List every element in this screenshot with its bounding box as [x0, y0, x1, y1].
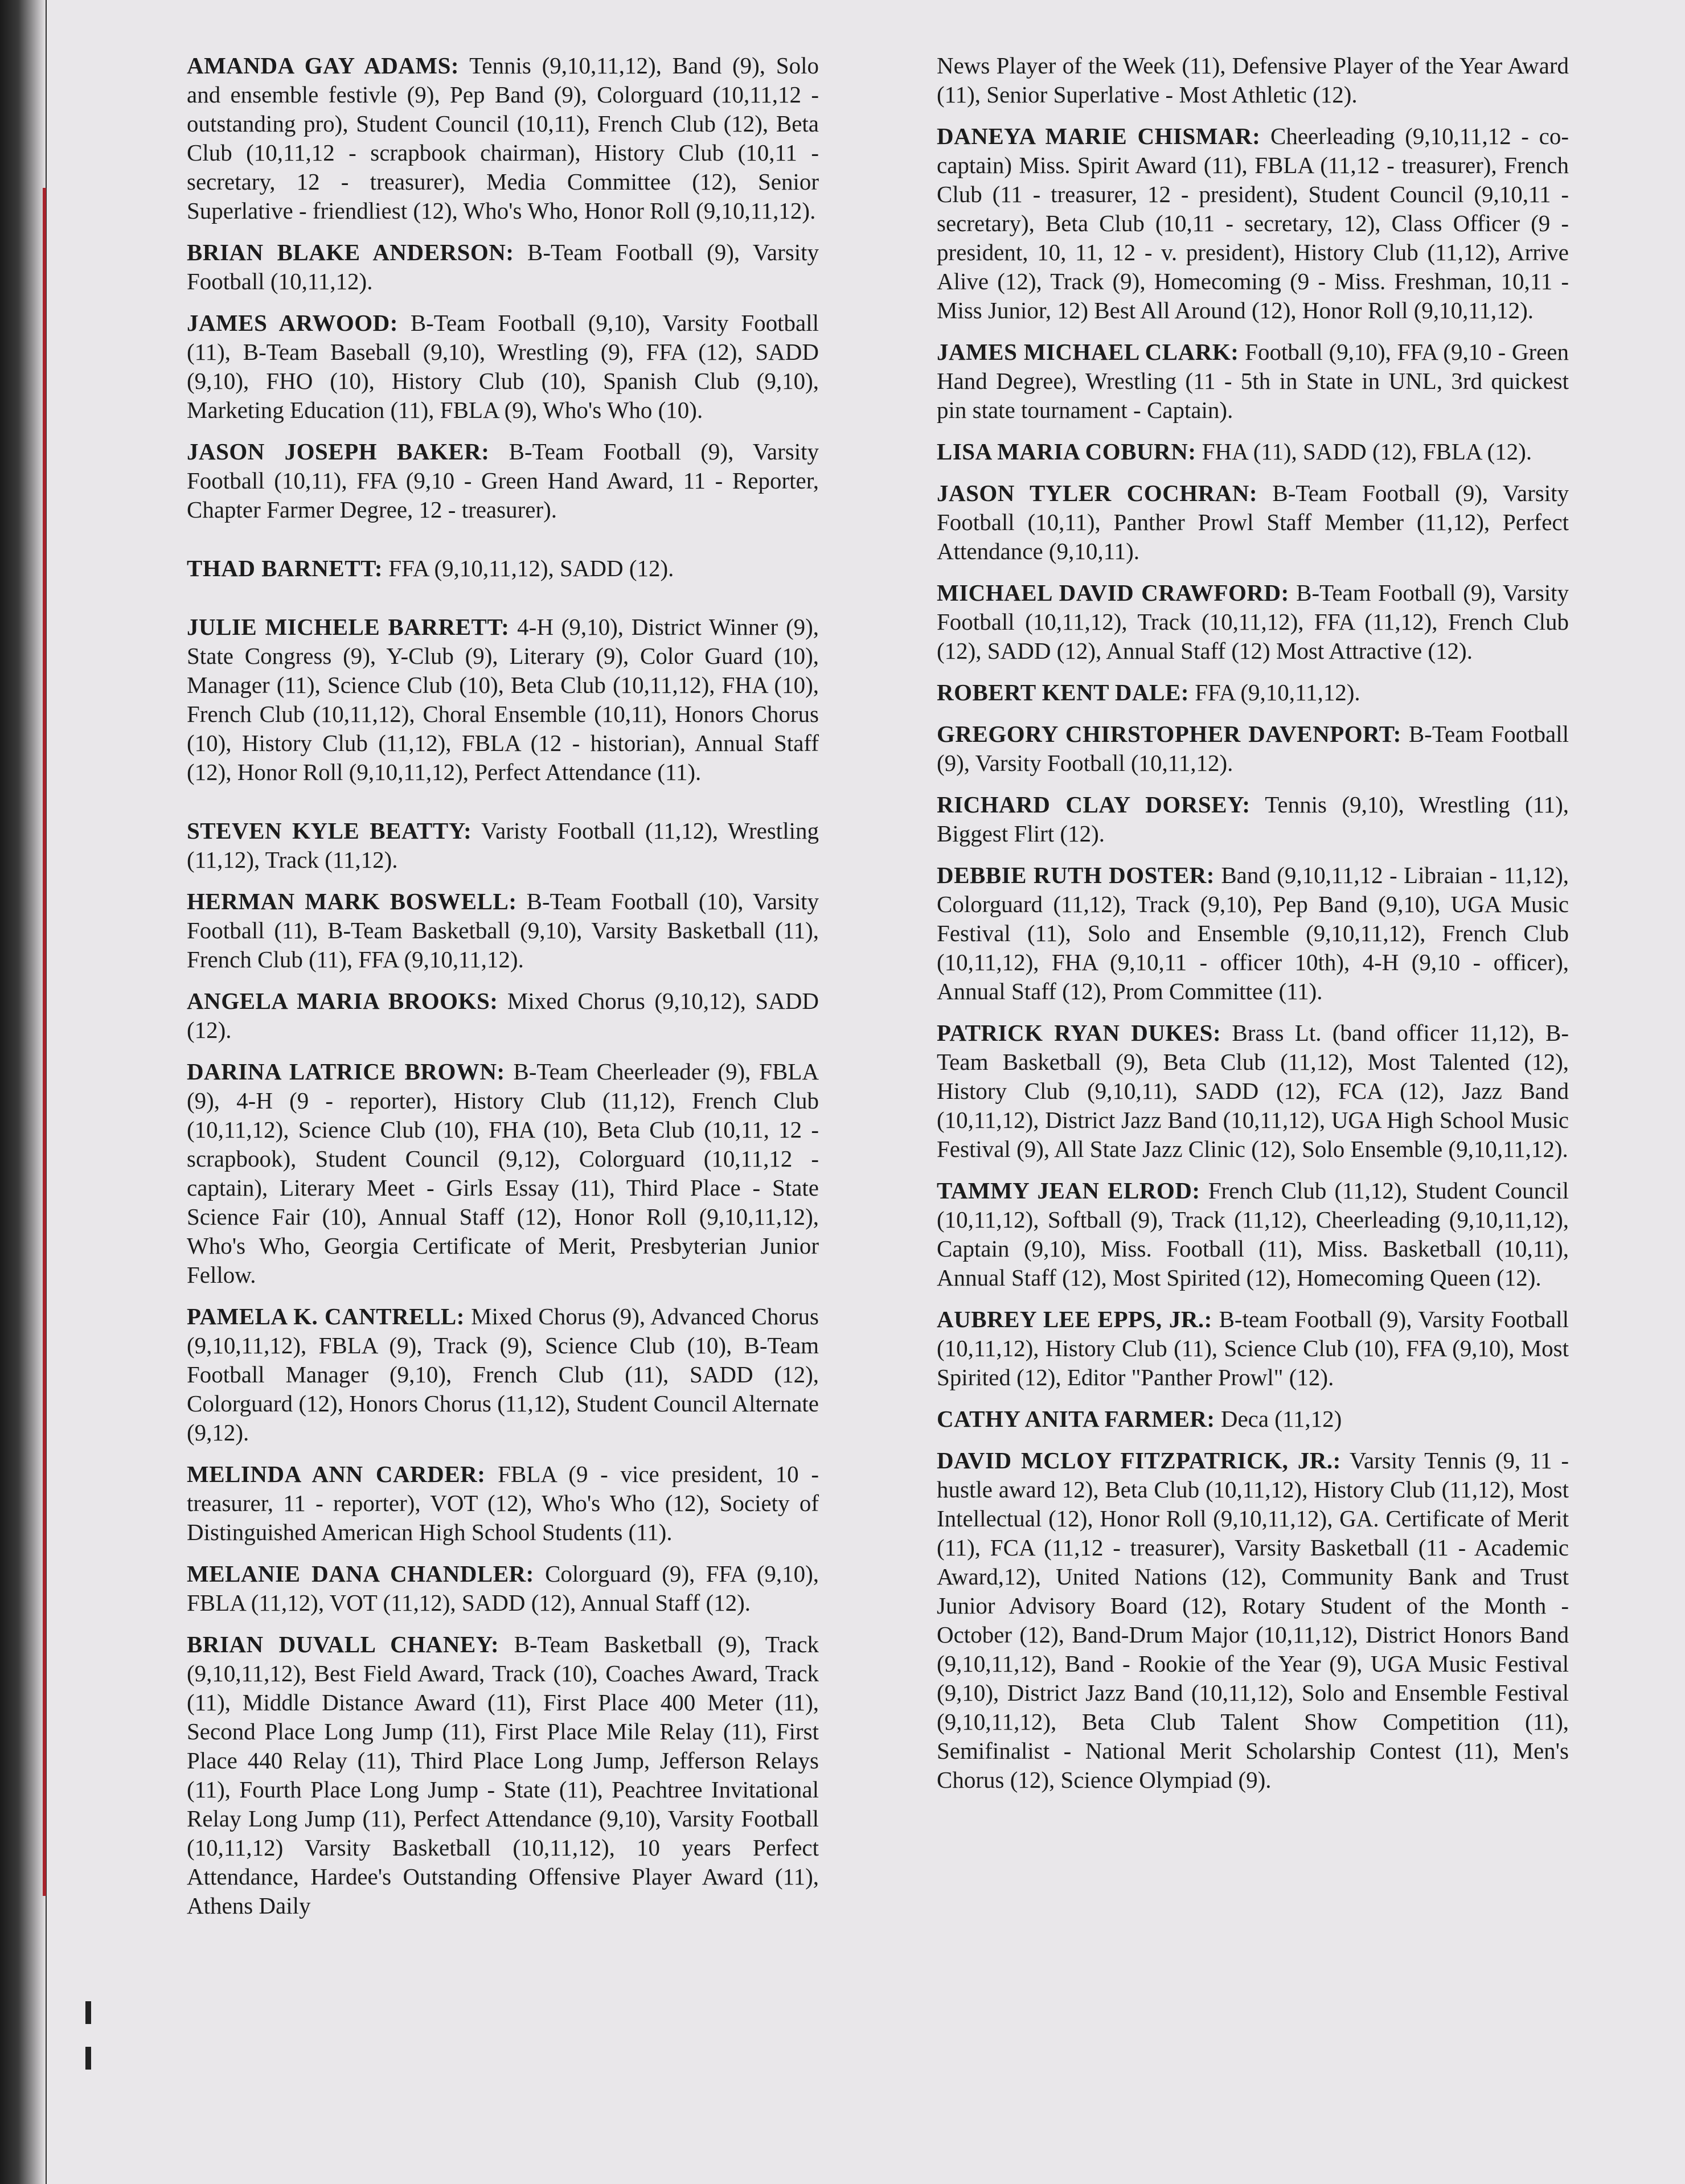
senior-entry [937, 479, 1569, 566]
margin-mark [85, 2001, 91, 2024]
senior-entry [187, 309, 819, 425]
senior-entry [187, 816, 819, 875]
senior-entry [937, 437, 1569, 466]
student-name: JASON TYLER COCHRAN: [937, 480, 1258, 506]
senior-entry [187, 437, 819, 524]
student-name: LISA MARIA COBURN: [937, 438, 1196, 465]
student-name: STEVEN KYLE BEATTY: [187, 818, 472, 844]
student-activities: Deca (11,12) [1220, 1406, 1342, 1432]
student-activities: Colorguard (9), FFA (9,10), FBLA (11,12), VOT (11,12), SADD (12), Annual Staff (12). [187, 1561, 819, 1616]
student-name: MELANIE DANA CHANDLER: [187, 1561, 534, 1587]
student-name: DEBBIE RUTH DOSTER: [937, 862, 1215, 888]
student-name: JAMES MICHAEL CLARK: [937, 339, 1239, 365]
student-activities: Varisty Football (11,12), Wrestling (11,12), Track (11,12). [187, 818, 819, 873]
senior-entry [937, 1305, 1569, 1392]
senior-entry [187, 1630, 819, 1920]
senior-entry [937, 338, 1569, 425]
student-activities: FBLA (9 - vice president, 10 - treasurer, 11 - reporter), VOT (12), Who's Who (12), Society of Distinguished American High School Students (11). [187, 1461, 819, 1545]
student-name: GREGORY CHIRSTOPHER DAVENPORT: [937, 721, 1401, 747]
student-name: JASON JOSEPH BAKER: [187, 438, 490, 465]
student-activities: B-Team Football (9,10), Varsity Football (11), B-Team Baseball (9,10), Wrestling (9), FFA (12), SADD (9,10), FHO (10), History Club (10), Spanish Club (9,10), Marketing Education (11), FBLA (9), Who's Who (10). [187, 310, 819, 423]
student-activities: Varsity Tennis (9, 11 - hustle award 12), Beta Club (10,11,12), History Club (11,12), Most Intellectual (12), Honor Roll (9,10,11,12), GA. Certificate of Merit (11), FCA (11,12 - treasurer), Varsity Basketball (11 - Academic Award,12), United Nations (12), Community Bank and Trust Junior Advisory Board (12), Rotary Student of the Month - October (12), Band-Drum Major (10,11,12), District Honors Band (9,10,11,12), Band - Rookie of the Year (9), UGA Music Festival (9,10), District Jazz Band (10,11,12), Solo and Ensemble Festival (9,10,11,12), Beta Club Talent Show Competition (11), Semifinalist - National Merit Scholarship Contest (11), Men's Chorus (12), Science Olympiad (9). [937, 1447, 1569, 1793]
student-name: PAMELA K. CANTRELL: [187, 1303, 465, 1329]
senior-entry [187, 613, 819, 787]
senior-entry [937, 578, 1569, 666]
senior-entry-continued [937, 51, 1569, 109]
student-activities: B-Team Football (9), Varsity Football (10,11,12), Track (10,11,12), FFA (11,12), French Club (12), SADD (12), Annual Staff (12) Most Attractive (12). [937, 580, 1569, 664]
student-name: THAD BARNETT: [187, 555, 383, 581]
student-name: CATHY ANITA FARMER: [937, 1406, 1215, 1432]
student-activities: FFA (9,10,11,12). [1195, 679, 1360, 705]
student-name: AMANDA GAY ADAMS: [187, 52, 460, 79]
student-activities: B-Team Football (9), Varsity Football (10,11), FFA (9,10 - Green Hand Award, 11 - Reporter, Chapter Farmer Degree, 12 - treasurer). [187, 438, 819, 523]
senior-entry [937, 678, 1569, 707]
student-name: HERMAN MARK BOSWELL: [187, 888, 517, 914]
student-name: DARINA LATRICE BROWN: [187, 1058, 505, 1085]
student-name: JULIE MICHELE BARRETT: [187, 614, 510, 640]
student-activities: Tennis (9,10,11,12), Band (9), Solo and ensemble festivle (9), Pep Band (9), Colorguard (10,11,12 - outstanding pro), Student Council (10,11), French Club (12), Beta Club (10,11,12 - scrapbook chairman), History Club (10,11 - secretary, 12 - treasurer), Media Committee (12), Senior Superlative - friendliest (12), Who's Who, Honor Roll (9,10,11,12). [187, 52, 819, 224]
student-activities: 4-H (9,10), District Winner (9), State Congress (9), Y-Club (9), Literary (9), Color Guard (10), Manager (11), Science Club (10), Beta Club (10,11,12), FHA (10), French Club (10,11,12), Choral Ensemble (10,11), Honors Chorus (10), History Club (11,12), FBLA (12 - historian), Annual Staff (12), Honor Roll (9,10,11,12), Perfect Attendance (11). [187, 614, 819, 785]
senior-entry [187, 1057, 819, 1290]
student-activities: B-team Football (9), Varsity Football (10,11,12), History Club (11), Science Club (10), FFA (9,10), Most Spirited (12), Editor "Panther Prowl" (12). [937, 1306, 1569, 1390]
book-spine-shadow [0, 0, 46, 2184]
student-activities: Football (9,10), FFA (9,10 - Green Hand Degree), Wrestling (11 - 5th in State in UNL, 3rd quickest pin state tournament - Captain). [937, 339, 1569, 423]
student-name: MICHAEL DAVID CRAWFORD: [937, 580, 1289, 606]
left-column [187, 51, 819, 1933]
student-activities: Brass Lt. (band officer 11,12), B-Team Basketball (9), Beta Club (11,12), Most Talented (12), History Club (9,10,11), SADD (12), FCA (12), Jazz Band (10,11,12), District Jazz Band (10,11,12), UGA High School Music Festival (9), All State Jazz Clinic (12), Solo Ensemble (9,10,11,12). [937, 1020, 1569, 1162]
student-activities: B-Team Basketball (9), Track (9,10,11,12), Best Field Award, Track (10), Coaches Award, Track (11), Middle Distance Award (11), First Place 400 Meter (11), Second Place Long Jump (11), First Place Mile Relay (11), First Place 440 Relay (11), Third Place Long Jump, Jefferson Relays (11), Fourth Place Long Jump - State (11), Peachtree Invitational Relay Long Jump (11), Perfect Attendance (9,10), Varsity Football (10,11,12) Varsity Basketball (10,11,12), 10 years Perfect Attendance, Hardee's Outstanding Offensive Player Award (11), Athens Daily [187, 1631, 819, 1919]
senior-entry [187, 238, 819, 296]
senior-entry [937, 1176, 1569, 1292]
senior-entry [187, 1460, 819, 1547]
student-activities: Mixed Chorus (9), Advanced Chorus (9,10,11,12), FBLA (9), Track (9), Science Club (10), B-Team Football Manager (9,10), French Club (11), SADD (12), Colorguard (12), Honors Chorus (11,12), Student Council Alternate (9,12). [187, 1303, 819, 1446]
student-activities: B-Team Cheerleader (9), FBLA (9), 4-H (9 - reporter), History Club (11,12), French Club (10,11,12), Science Club (10), FHA (10), Beta Club (10,11, 12 - scrapbook), Student Council (9,12), Colorguard (10,11,12 - captain), Literary Meet - Girls Essay (11), Third Place - State Science Fair (10), Annual Staff (12), Honor Roll (9,10,11,12), Who's Who, Georgia Certificate of Merit, Presbyterian Junior Fellow. [187, 1058, 819, 1288]
student-name: ANGELA MARIA BROOKS: [187, 988, 498, 1014]
student-name: MELINDA ANN CARDER: [187, 1461, 486, 1487]
student-name: AUBREY LEE EPPS, JR.: [937, 1306, 1212, 1332]
senior-entry [937, 1446, 1569, 1795]
student-activities: Tennis (9,10), Wrestling (11), Biggest Flirt (12). [937, 791, 1569, 847]
student-activities: FFA (9,10,11,12), SADD (12). [388, 555, 674, 581]
margin-mark [85, 2047, 91, 2070]
student-activities: Cheerleading (9,10,11,12 - co-captain) Miss. Spirit Award (11), FBLA (11,12 - treasurer), French Club (11 - treasurer, 12 - president), Student Council (9,10,11 - secretary), Beta Club (10,11 - secretary, 12), Class Officer (9 - president, 10, 11, 12 - v. president), History Club (11,12), Arrive Alive (12), Track (9), Homecoming (9 - Miss. Freshman, 10,11 - Miss Junior, 12) Best All Around (12), Honor Roll (9,10,11,12). [937, 123, 1569, 323]
student-activities: Band (9,10,11,12 - Libraian - 11,12), Colorguard (11,12), Track (9,10), Pep Band (9,10), UGA Music Festival (11), Solo and Ensemble (9,10,11,12), French Club (10,11,12), FHA (9,10,11 - officer 10th), 4-H (9,10 - officer), Annual Staff (12), Prom Committee (11). [937, 862, 1569, 1004]
senior-entry [187, 1559, 819, 1618]
senior-entry [187, 51, 819, 225]
student-name: BRIAN BLAKE ANDERSON: [187, 239, 514, 265]
student-name: TAMMY JEAN ELROD: [937, 1177, 1200, 1204]
senior-entry [937, 122, 1569, 325]
senior-entry [937, 861, 1569, 1006]
student-activities: B-Team Football (9), Varsity Football (10,11), Panther Prowl Staff Member (11,12), Perfect Attendance (9,10,11). [937, 480, 1569, 564]
student-activities: Mixed Chorus (9,10,12), SADD (12). [187, 988, 819, 1043]
senior-entry [187, 887, 819, 974]
student-activities: News Player of the Week (11), Defensive Player of the Year Award (11), Senior Superlative - Most Athletic (12). [937, 52, 1569, 108]
senior-entry [937, 1405, 1569, 1434]
right-column [937, 51, 1569, 1807]
student-name: DAVID MCLOY FITZPATRICK, JR.: [937, 1447, 1341, 1473]
senior-entry [187, 1302, 819, 1447]
senior-entry [937, 720, 1569, 778]
student-name: PATRICK RYAN DUKES: [937, 1020, 1221, 1046]
student-activities: B-Team Football (10), Varsity Football (11), B-Team Basketball (9,10), Varsity Basketball (11), French Club (11), FFA (9,10,11,12). [187, 888, 819, 972]
student-activities: FHA (11), SADD (12), FBLA (12). [1202, 438, 1532, 465]
student-activities: French Club (11,12), Student Council (10,11,12), Softball (9), Track (11,12), Cheerleading (9,10,11,12), Captain (9,10), Miss. Football (11), Miss. Basketball (10,11), Annual Staff (12), Most Spirited (12), Homecoming Queen (12). [937, 1177, 1569, 1291]
student-name: JAMES ARWOOD: [187, 310, 398, 336]
student-name: RICHARD CLAY DORSEY: [937, 791, 1251, 818]
student-name: BRIAN DUVALL CHANEY: [187, 1631, 499, 1657]
student-activities: B-Team Football (9), Varsity Football (10,11,12). [187, 239, 819, 294]
senior-entry [937, 1019, 1569, 1164]
senior-entry [187, 554, 819, 583]
student-name: ROBERT KENT DALE: [937, 679, 1189, 705]
binding-edge [43, 188, 46, 1896]
student-name: DANEYA MARIE CHISMAR: [937, 123, 1261, 149]
senior-entry [937, 790, 1569, 848]
senior-entry [187, 987, 819, 1045]
student-activities: B-Team Football (9), Varsity Football (10,11,12). [937, 721, 1569, 776]
